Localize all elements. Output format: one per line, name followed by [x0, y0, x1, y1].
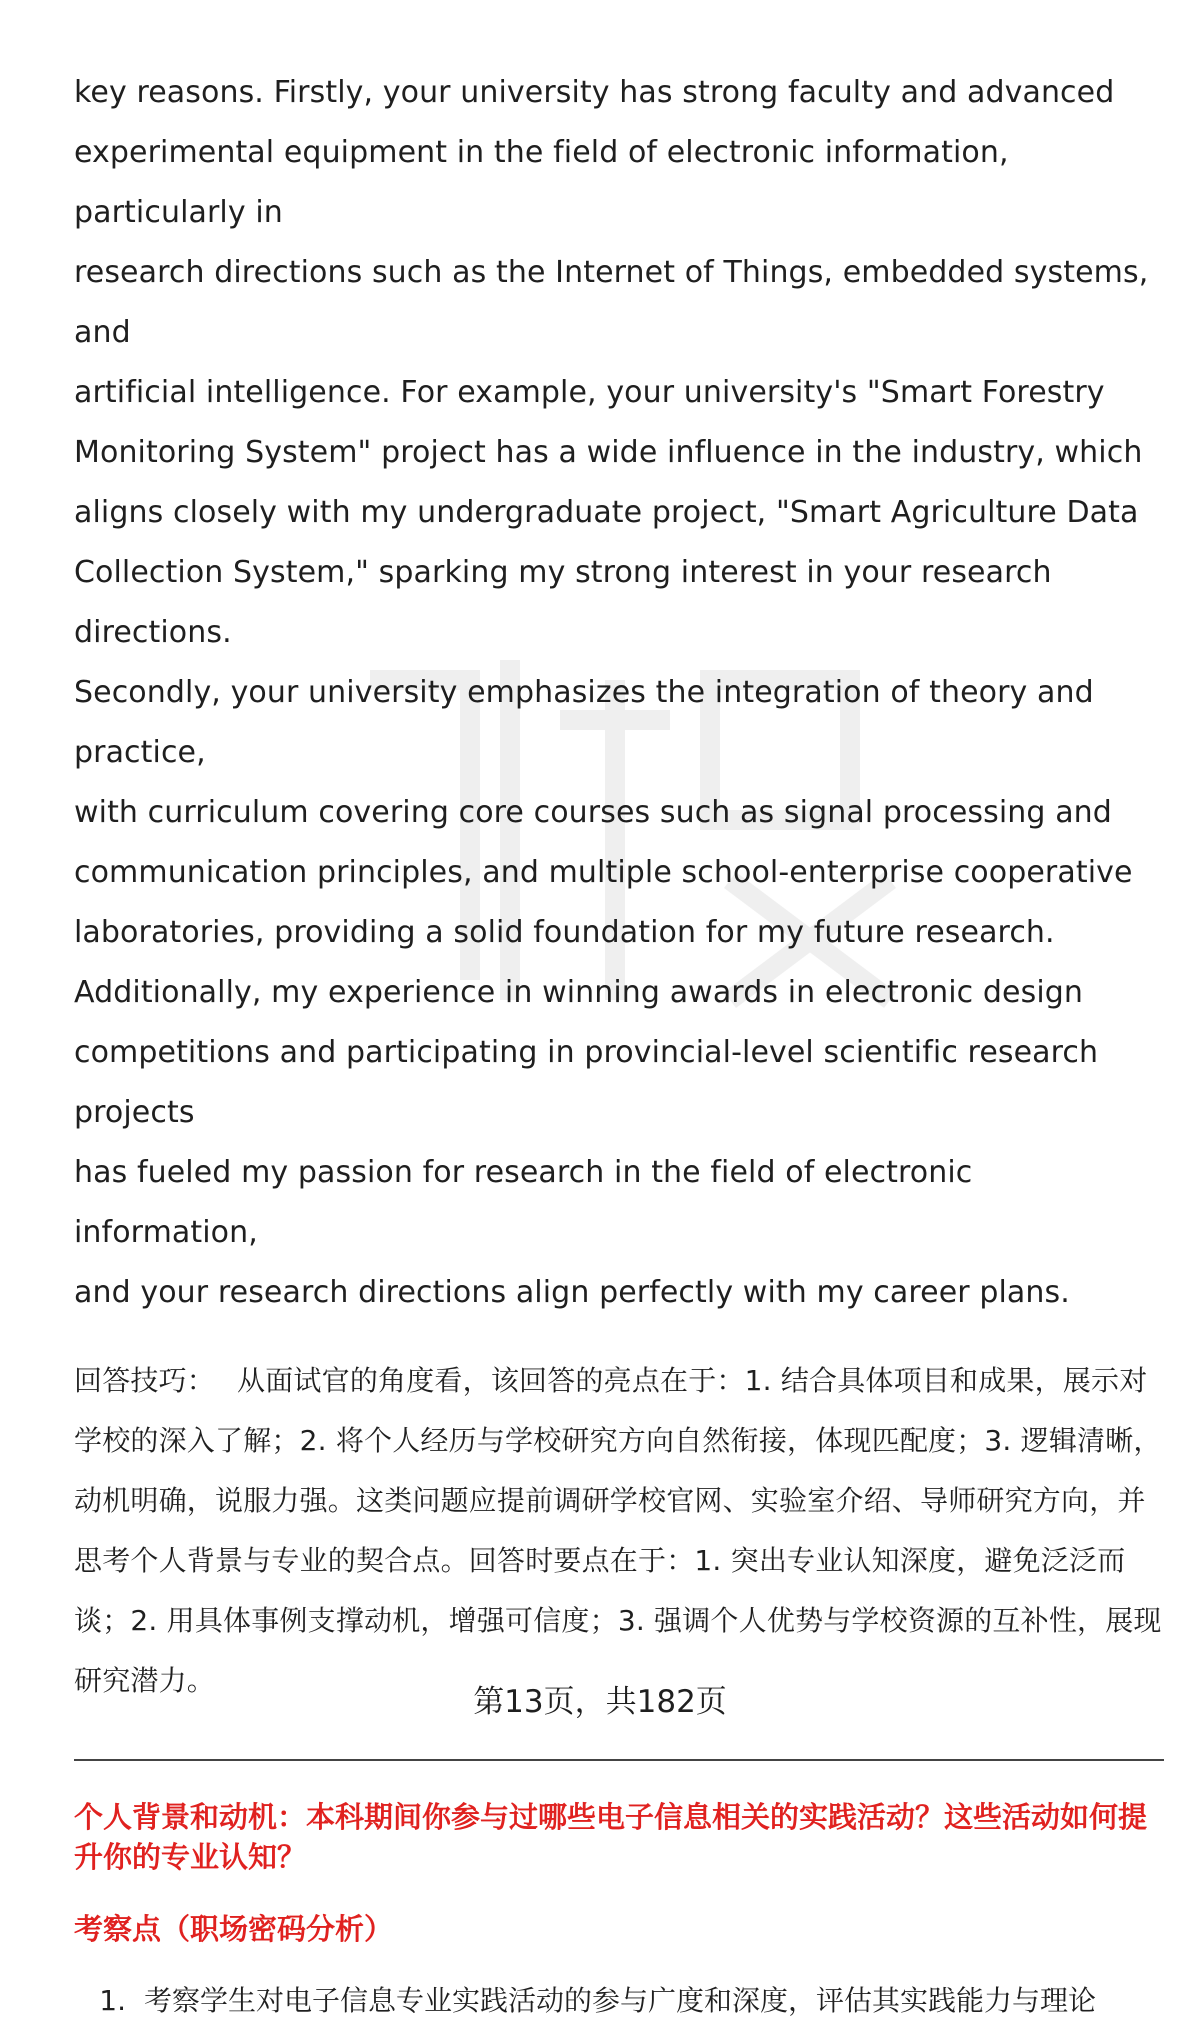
assessment-points-list: [74, 1981, 1156, 2021]
answer-line: Collection System," sparking my strong interest in your research directions.: [74, 555, 1052, 650]
answer-line: competitions and participating in provincial-level scientific research projects: [74, 1035, 1099, 1130]
answer-line: aligns closely with my undergraduate project, "Smart Agriculture Data: [74, 495, 1139, 530]
answer-line: has fueled my passion for research in the field of electronic information,: [74, 1155, 973, 1250]
answer-line: key reasons. Firstly, your university has strong faculty and advanced: [74, 75, 1115, 110]
answer-line: artificial intelligence. For example, your university's "Smart Forestry: [74, 375, 1105, 410]
answer-line: and your research directions align perfectly with my career plans.: [74, 1275, 1070, 1310]
list-item-number: 1.: [99, 1984, 126, 2017]
answer-line: research directions such as the Internet of Things, embedded systems, and: [74, 255, 1149, 350]
answer-line: with curriculum covering core courses such as signal processing and: [74, 795, 1112, 830]
answer-line: Additionally, my experience in winning awards in electronic design: [74, 975, 1084, 1010]
answer-line: laboratories, providing a solid foundation for my future research.: [74, 915, 1055, 950]
list-item-text: 考察学生对电子信息专业实践活动的参与广度和深度，评估其实践能力与理论: [144, 1984, 1097, 2017]
section-title: 考察点（职场密码分析）: [74, 1912, 394, 1946]
answer-line: experimental equipment in the field of electronic information, particularly in: [74, 135, 1009, 230]
page-number-footer: 第13页，共182页: [473, 1684, 727, 1720]
answer-line: communication principles, and multiple school-enterprise cooperative: [74, 855, 1133, 890]
tips-text: 从面试官的角度看，该回答的亮点在于：1. 结合具体项目和成果，展示对学校的深入了解；2. 将个人经历与学校研究方向自然衔接，体现匹配度；3. 逻辑清晰，动机明确，说服力强。这类问题应提前调研学校官网、实验室介绍、导师研究方向，并思考个人背景与专业的契合点。回答时要点在于：1. 突出专业认知深度，避免泛泛而谈；2. 用具体事例支撑动机，增强可信度；3. 强调个人优势与学校资源的互补性，展现研究潜力。: [74, 1364, 1162, 1697]
answer-tips-paragraph: [74, 1351, 1164, 1711]
answer-line: Secondly, your university emphasizes the integration of theory and practice,: [74, 675, 1094, 770]
list-item: [74, 1981, 1156, 2021]
question-heading: 个人背景和动机：本科期间你参与过哪些电子信息相关的实践活动？这些活动如何提升你的专业认知？: [74, 1800, 1148, 1874]
tips-label: 回答技巧：: [74, 1364, 216, 1397]
section-divider: [74, 1759, 1164, 1761]
answer-paragraph: [74, 63, 1164, 1323]
answer-line: Monitoring System" project has a wide influence in the industry, which: [74, 435, 1143, 470]
